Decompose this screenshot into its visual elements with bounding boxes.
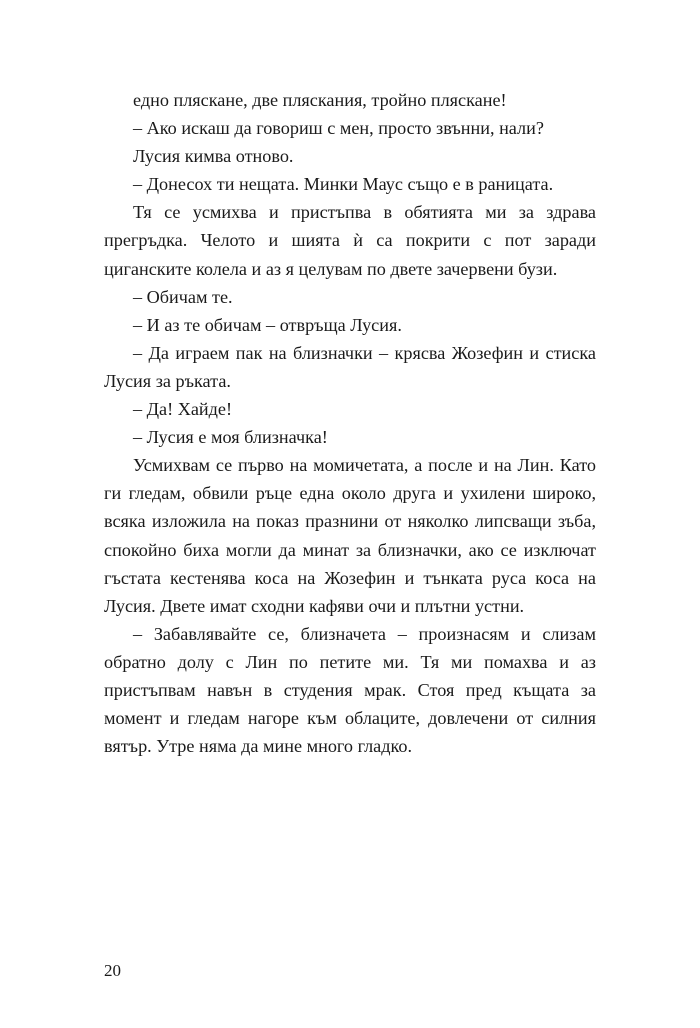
paragraph-4: – Донесох ти нещата. Минки Маус също е в раницата. (133, 174, 554, 195)
paragraph-9: – Да! Хайде! (133, 399, 233, 420)
paragraph-5: Тя се усмихва и пристъпва в обятията ми за здрава прегръдка. Челото и шията ѝ са покрити с пот заради циганските колела и аз я целувам по двете зачервени бузи. (104, 202, 596, 279)
paragraph-10: – Лусия е моя близначка! (133, 427, 328, 448)
paragraph-11: Усмихвам се първо на момичетата, а после и на Лин. Като ги гледам, обвили ръце една около друга и ухилени широко, всяка изложила на показ празнини от няколко липсващи зъба, спокойно биха могли да минат за близначки, ако се изключат гъстата кестенява коса на Жозефин и тънката руса коса на Лусия. Двете имат сходни кафяви очи и плътни устни. (104, 455, 596, 616)
paragraph-3: Лусия кимва отново. (133, 146, 294, 167)
paragraph-6: – Обичам те. (133, 286, 233, 307)
paragraph-2: – Ако искаш да говориш с мен, просто звънни, нали? (133, 118, 544, 139)
paragraph-12: – Забавлявайте се, близначета – произнасям и слизам обратно долу с Лин по петите ми. Тя ми помахва и аз пристъпвам навън в студения мрак. Стоя пред къщата за момент и гледам нагоре към облаците, довлечени от силния вятър. Утре няма да мине много гладко. (104, 623, 596, 757)
paragraph-1: едно пляскане, две пляскания, тройно пляскане! (133, 90, 507, 110)
paragraph-7: – И аз те обичам – отвръща Лусия. (133, 314, 402, 335)
paragraph-8: – Да играем пак на близначки – крясва Жозефин и стиска Лусия за ръката. (104, 342, 596, 391)
body-text (104, 86, 596, 760)
page-number: 20 (104, 961, 121, 980)
